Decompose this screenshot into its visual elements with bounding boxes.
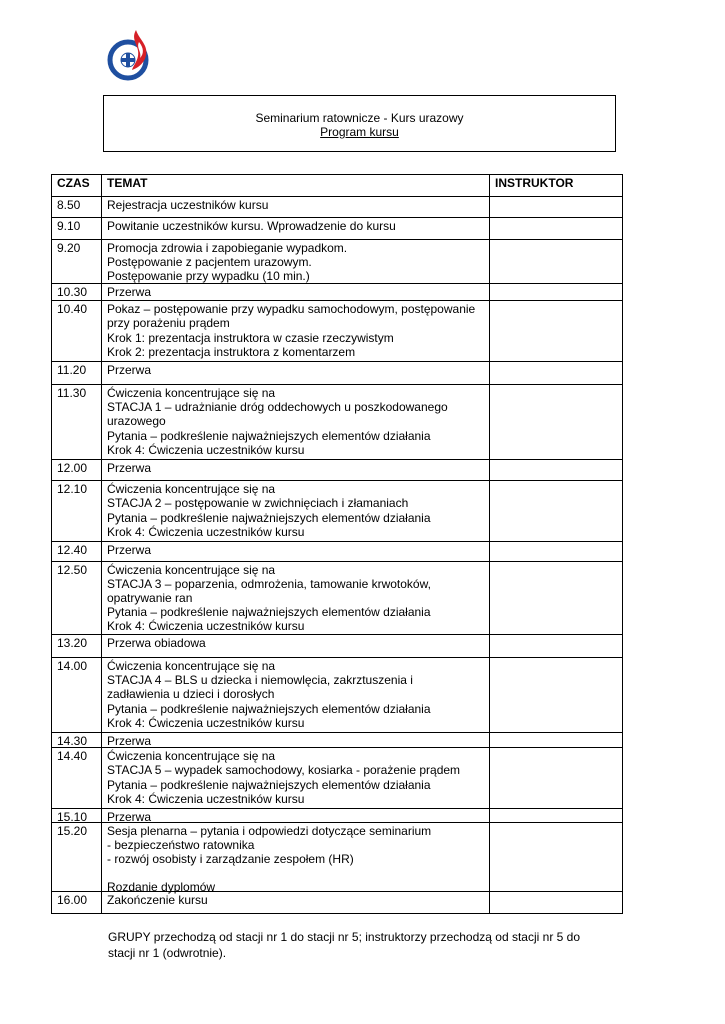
- row-time: 10.40: [57, 302, 88, 316]
- row-time: 16.00: [57, 893, 88, 907]
- row-topic-line: Pytania – podkreślenie najważniejszych elementów działania: [107, 510, 431, 525]
- row-topic-line: STACJA 2 – postępowanie w zwichnięciach i złamaniach: [107, 496, 409, 511]
- row-topic-line: - bezpieczeństwo ratownika: [107, 838, 255, 852]
- row-topic-line: Przerwa obiadowa: [107, 636, 206, 650]
- row-topic-line: zadławienia u dzieci i dorosłych: [107, 687, 275, 702]
- row-topic-line: Rozdanie dyplomów: [107, 880, 216, 894]
- row-topic-line: STACJA 5 – wypadek samochodowy, kosiarka - porażenie prądem: [107, 763, 461, 778]
- row-time: 12.10: [57, 482, 88, 496]
- emergency-logo-icon: [106, 24, 156, 84]
- row-topic-line: Postępowanie przy wypadku (10 min.): [107, 269, 310, 283]
- footer-line-2: stacji nr 1 (odwrotnie).: [108, 946, 227, 960]
- row-topic-line: Ćwiczenia koncentrujące się na: [107, 563, 276, 577]
- row-time: 9.20: [57, 241, 81, 255]
- row-topic-line: STACJA 3 – poparzenia, odmrożenia, tamowanie krwotoków,: [107, 577, 431, 591]
- row-topic-line: STACJA 4 – BLS u dziecka i niemowlęcia, zakrztuszenia i: [107, 673, 413, 688]
- document-title: Seminarium ratownicze - Kurs urazowy: [255, 111, 464, 125]
- row-topic-line: Krok 4: Ćwiczenia uczestników kursu: [107, 715, 305, 730]
- row-topic-line: Przerwa: [107, 810, 152, 824]
- row-topic-line: Postępowanie z pacjentem urazowym.: [107, 255, 312, 269]
- row-time: 14.40: [57, 749, 88, 763]
- row-topic-line: Pytania – podkreślenie najważniejszych elementów działania: [107, 428, 431, 443]
- row-topic-line: Krok 2: prezentacja instruktora z komentarzem: [107, 344, 356, 359]
- row-topic-line: przy porażeniu prądem: [107, 316, 230, 331]
- row-time: 15.10: [57, 810, 88, 824]
- row-topic-line: Przerwa: [107, 461, 152, 475]
- header-instructor: INSTRUKTOR: [495, 176, 574, 190]
- row-time: 12.40: [57, 543, 88, 557]
- row-time: 10.30: [57, 285, 88, 299]
- row-time: 12.00: [57, 461, 88, 475]
- row-topic-line: Zakończenie kursu: [107, 893, 208, 907]
- row-topic-line: Pytania – podkreślenie najważniejszych elementów działania: [107, 605, 431, 619]
- row-topic-line: Ćwiczenia koncentrujące się na: [107, 749, 276, 763]
- document-subtitle: Program kursu: [320, 125, 399, 139]
- row-topic-line: - rozwój osobisty i zarządzanie zespołem (HR): [107, 852, 354, 866]
- title-box: [103, 95, 616, 152]
- row-time: 15.20: [57, 824, 88, 838]
- row-topic-line: Krok 4: Ćwiczenia uczestników kursu: [107, 524, 305, 539]
- row-topic-line: Przerwa: [107, 363, 152, 377]
- row-topic-line: STACJA 1 – udrażnianie dróg oddechowych u poszkodowanego: [107, 400, 448, 415]
- row-topic-line: Przerwa: [107, 734, 152, 748]
- row-topic-line: Pokaz – postępowanie przy wypadku samochodowym, postępowanie: [107, 302, 476, 316]
- row-topic-line: urazowego: [107, 414, 166, 429]
- row-topic-line: Rejestracja uczestników kursu: [107, 198, 269, 212]
- footer-note: [108, 929, 608, 961]
- row-time: 9.10: [57, 219, 81, 233]
- row-topic-line: Pytania – podkreślenie najważniejszych elementów działania: [107, 777, 431, 792]
- row-topic-line: Przerwa: [107, 543, 152, 557]
- footer-line-1: GRUPY przechodzą od stacji nr 1 do stacji nr 5; instruktorzy przechodzą od stacji nr 5 do: [108, 930, 581, 944]
- row-topic-line: Krok 4: Ćwiczenia uczestników kursu: [107, 619, 305, 633]
- row-time: 11.20: [57, 363, 87, 377]
- row-time: 14.00: [57, 659, 88, 673]
- row-time: 14.30: [57, 734, 88, 748]
- row-topic-line: Krok 1: prezentacja instruktora w czasie rzeczywistym: [107, 330, 394, 345]
- row-topic-line: Promocja zdrowia i zapobieganie wypadkom.: [107, 241, 348, 255]
- row-topic-line: Pytania – podkreślenie najważniejszych elementów działania: [107, 701, 431, 716]
- row-topic-line: Ćwiczenia koncentrujące się na: [107, 659, 276, 673]
- row-topic-line: Powitanie uczestników kursu. Wprowadzenie do kursu: [107, 219, 396, 233]
- row-time: 8.50: [57, 198, 81, 212]
- row-topic-line: Krok 4: Ćwiczenia uczestników kursu: [107, 442, 305, 457]
- header-topic: TEMAT: [107, 176, 148, 190]
- row-topic-line: Przerwa: [107, 285, 152, 299]
- row-time: 12.50: [57, 563, 88, 577]
- row-topic-line: opatrywanie ran: [107, 591, 193, 605]
- row-time: 13.20: [57, 636, 88, 650]
- row-topic-line: Ćwiczenia koncentrujące się na: [107, 386, 276, 400]
- row-topic-line: Ćwiczenia koncentrujące się na: [107, 482, 276, 496]
- row-time: 11.30: [57, 386, 87, 400]
- row-topic-line: Sesja plenarna – pytania i odpowiedzi dotyczące seminarium: [107, 824, 432, 838]
- row-topic-line: Krok 4: Ćwiczenia uczestników kursu: [107, 791, 305, 806]
- header-time: CZAS: [57, 176, 90, 190]
